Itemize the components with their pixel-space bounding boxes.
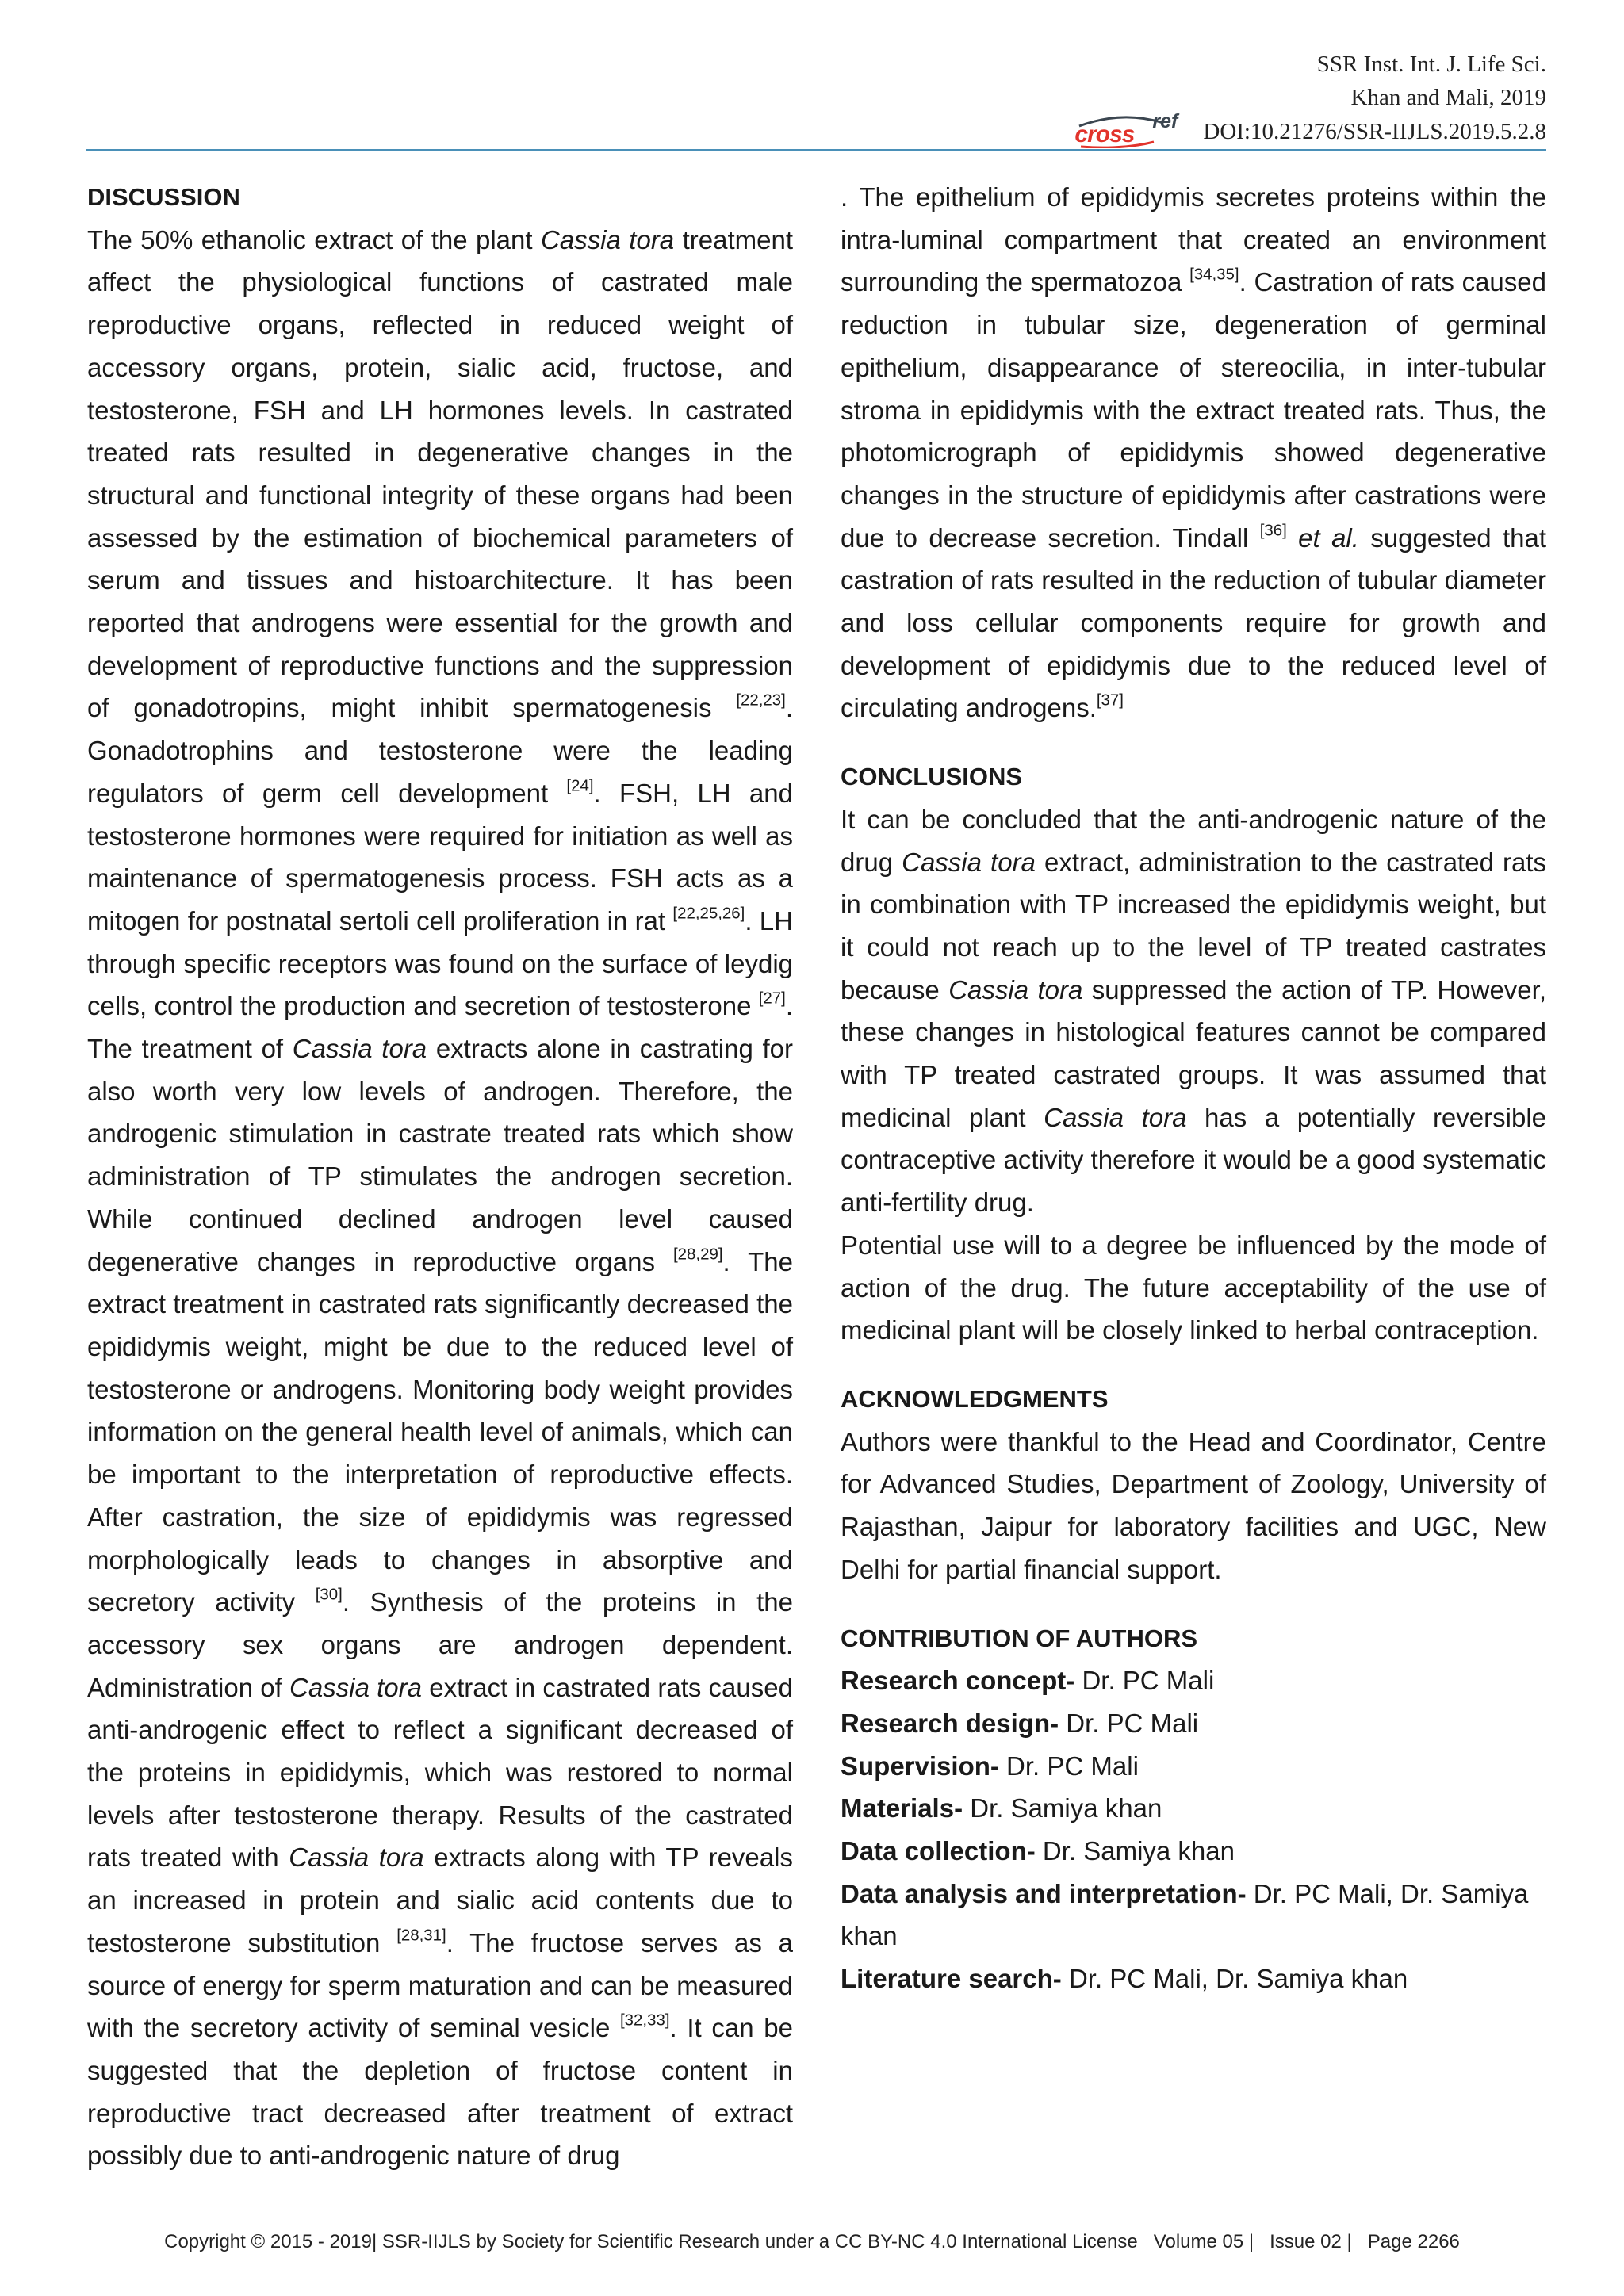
text-run: . Castration of rats caused reduction in tubular size, degeneration of germinal epithelium, disappearance of stereocilia, in inter-tubular stroma in epididymis with the extract treated rats. Thus, the photomicrograph of epididymis showed degenerative changes in the structure of epididymis after castrations were due to decrease secretion. Tindall <box>841 267 1546 553</box>
contribution-item <box>841 1957 1546 2000</box>
contribution-value: Dr. PC Mali <box>998 1751 1139 1781</box>
species-name: Cassia tora <box>289 1672 422 1702</box>
species-name: Cassia tora <box>541 224 675 254</box>
contribution-label: Data collection- <box>841 1836 1036 1866</box>
contribution-heading: CONTRIBUTION OF AUTHORS <box>841 1624 1198 1652</box>
species-name: Cassia tora <box>1044 1102 1187 1132</box>
right-column <box>841 176 1546 2000</box>
discussion-heading: DISCUSSION <box>87 183 240 211</box>
text-run: extract, administration to the castrated rats in combination with TP increased the epididymis weight, but it could not reach up to the level of TP treated castrates because <box>841 847 1546 1004</box>
contribution-item <box>841 1659 1546 1702</box>
acknowledgments-paragraph: Authors were thankful to the Head and Coordinator, Centre for Advanced Studies, Department of Zoology, University of Rajasthan, Jaipur for laboratory facilities and UGC, New Delhi for partial financial support. <box>841 1426 1546 1584</box>
discussion-paragraph-continued <box>841 176 1546 729</box>
text-run: . FSH, LH and testosterone hormones were required for initiation as well as maintenance of spermatogenesis process. FSH acts as a mitogen for postnatal sertoli cell proliferation in rat <box>87 778 793 936</box>
conclusions-paragraph-1 <box>841 798 1546 1224</box>
discussion-paragraph <box>87 219 793 2177</box>
contribution-label: Research concept- <box>841 1666 1075 1696</box>
citation-ref[interactable]: [28,31] <box>396 1926 446 1945</box>
text-run: extract in castrated rats caused anti-androgenic effect to reflect a significant decreased of the proteins in epididymis, which was restored to normal levels after testosterone therapy. Results of the castrated rats treated with <box>87 1672 793 1873</box>
header-rule <box>86 149 1546 151</box>
contribution-value: Dr. PC Mali <box>1074 1666 1215 1696</box>
citation-ref[interactable]: [22,23] <box>736 691 786 710</box>
contribution-value: Dr. PC Mali, Dr. Samiya khan <box>841 1878 1529 1951</box>
text-run: treatment affect the physiological functions of castrated male reproductive organs, reflected in reduced weight of accessory organs, protein, sialic acid, fructose, and testosterone, FSH and LH hormones levels. In castrated treated rats resulted in degenerative changes in the structural and functional integrity of these organs had been assessed by the estimation of biochemical parameters of serum and tissues and histoarchitecture. It has been reported that androgens were essential for the growth and development of reproductive functions and the suppression of gonadotropins, might inhibit spermatogenesis <box>87 224 793 723</box>
citation-ref[interactable]: [24] <box>566 776 594 795</box>
citation-ref[interactable]: [32,33] <box>620 2011 670 2030</box>
citation-ref[interactable]: [34,35] <box>1189 265 1239 284</box>
text-run: extracts along with TP reveals an increased in protein and sialic acid contents due to testosterone substitution <box>87 1843 793 1957</box>
text-run: extracts alone in castrating for also worth very low levels of androgen. Therefore, the androgenic stimulation in castrate treated rats which show administration of TP stimulates the androgen secretion. While continued declined androgen level caused degenerative changes in reproductive organs <box>87 1034 794 1276</box>
footer-page: Page 2266 <box>1367 2231 1460 2252</box>
crossref-word: cross <box>1074 121 1135 147</box>
contribution-item <box>841 1873 1546 1957</box>
et-al: et al. <box>1298 522 1359 553</box>
contribution-item <box>841 1787 1546 1830</box>
author-year: Khan and Mali, 2019 <box>1350 85 1546 110</box>
conclusions-heading: CONCLUSIONS <box>841 763 1023 791</box>
footer-copyright: Copyright © 2015 - 2019| SSR-IIJLS by Society for Scientific Research under a CC BY-NC 4.0 International License <box>164 2231 1138 2252</box>
species-name: Cassia tora <box>902 847 1036 877</box>
contribution-label: Literature search- <box>841 1964 1062 1994</box>
text-run: . Synthesis of the proteins in the accessory sex organs are androgen dependent. Administration of <box>87 1587 793 1702</box>
species-name: Cassia tora <box>948 974 1083 1004</box>
text-run: . The extract treatment in castrated rats significantly decreased the epididymis weight, might be due to the reduced level of testosterone or androgens. Monitoring body weight provides information on the general health level of animals, which can be important to the interpretation of reproductive effects. After castration, the size of epididymis was regressed morphologically leads to changes in absorptive and secretory activity <box>87 1246 793 1617</box>
text-run: The 50% ethanolic extract of the plant <box>87 224 541 254</box>
contribution-value: Dr. Samiya khan <box>963 1793 1162 1823</box>
contribution-item <box>841 1830 1546 1873</box>
text-run: . The fructose serves as a source of energy for sperm maturation and can be measured with the secretory activity of seminal vesicle <box>87 1927 793 2043</box>
contribution-value: Dr. PC Mali, Dr. Samiya khan <box>1061 1964 1408 1994</box>
citation-ref[interactable]: [37] <box>1096 691 1124 710</box>
contribution-value: Dr. Samiya khan <box>1035 1836 1235 1866</box>
citation-ref[interactable]: [27] <box>758 989 786 1008</box>
text-run: . Gonadotrophins and testosterone were the leading regulators of germ cell development <box>87 693 793 808</box>
doi-link[interactable]: DOI:10.21276/SSR-IIJLS.2019.5.2.8 <box>1203 118 1546 144</box>
text-run: It can be concluded that the anti-androgenic nature of the drug <box>841 804 1546 877</box>
contribution-item <box>841 1745 1546 1788</box>
text-run <box>1287 523 1298 553</box>
crossref-ref: ref <box>1152 110 1178 132</box>
left-column <box>87 176 793 2177</box>
citation-ref[interactable]: [22,25,26] <box>672 904 745 923</box>
text-run: . It can be suggested that the depletion of fructose content in reproductive tract decreased after treatment of extract possibly due to anti-androgenic nature of drug <box>87 2013 793 2171</box>
acknowledgments-heading: ACKNOWLEDGMENTS <box>841 1384 1109 1413</box>
conclusions-paragraph-2: Potential use will to a degree be influenced by the mode of action of the drug. The future acceptability of the use of medicinal plant will be closely linked to herbal contraception. <box>841 1230 1546 1345</box>
doi-row <box>1074 110 1546 148</box>
contribution-item <box>841 1702 1546 1745</box>
contribution-label: Data analysis and interpretation- <box>841 1878 1247 1908</box>
text-run: . The epithelium of epididymis secretes proteins within the intra-luminal compartment that created an environment surrounding the spermatozoa <box>841 182 1546 297</box>
text-run: suppressed the action of TP. However, these changes in histological features cannot be compared with TP treated castrated groups. It was assumed that medicinal plant <box>841 974 1546 1132</box>
contribution-label: Materials- <box>841 1793 963 1823</box>
footer-volume: Volume 05 | <box>1153 2231 1254 2252</box>
species-name: Cassia tora <box>289 1843 424 1873</box>
journal-name: SSR Inst. Int. J. Life Sci. <box>1316 52 1546 77</box>
page-footer <box>0 2231 1624 2253</box>
footer-issue: Issue 02 | <box>1270 2231 1352 2252</box>
citation-ref[interactable]: [30] <box>315 1585 343 1604</box>
citation-ref[interactable]: [36] <box>1259 520 1287 539</box>
text-run: has a potentially reversible contraceptive activity therefore it would be a good systematic anti-fertility drug. <box>841 1102 1546 1218</box>
text-run: suggested that castration of rats resulted in the reduction of tubular diameter and loss cellular components require for growth and development of epididymis due to the reduced level of circulating androgens. <box>841 522 1547 723</box>
contribution-section <box>841 1617 1546 2000</box>
crossref-logo <box>1074 110 1192 148</box>
text-run: . The treatment of <box>87 991 793 1064</box>
citation-ref[interactable]: [28,29] <box>673 1244 723 1263</box>
contribution-value: Dr. PC Mali <box>1059 1708 1199 1738</box>
contribution-label: Supervision- <box>841 1751 999 1781</box>
running-header <box>1317 48 1546 114</box>
species-name: Cassia tora <box>292 1034 427 1064</box>
contribution-label: Research design- <box>841 1708 1059 1738</box>
text-run: . LH through specific receptors was found on the surface of leydig cells, control the production and secretion of testosterone <box>87 905 793 1021</box>
